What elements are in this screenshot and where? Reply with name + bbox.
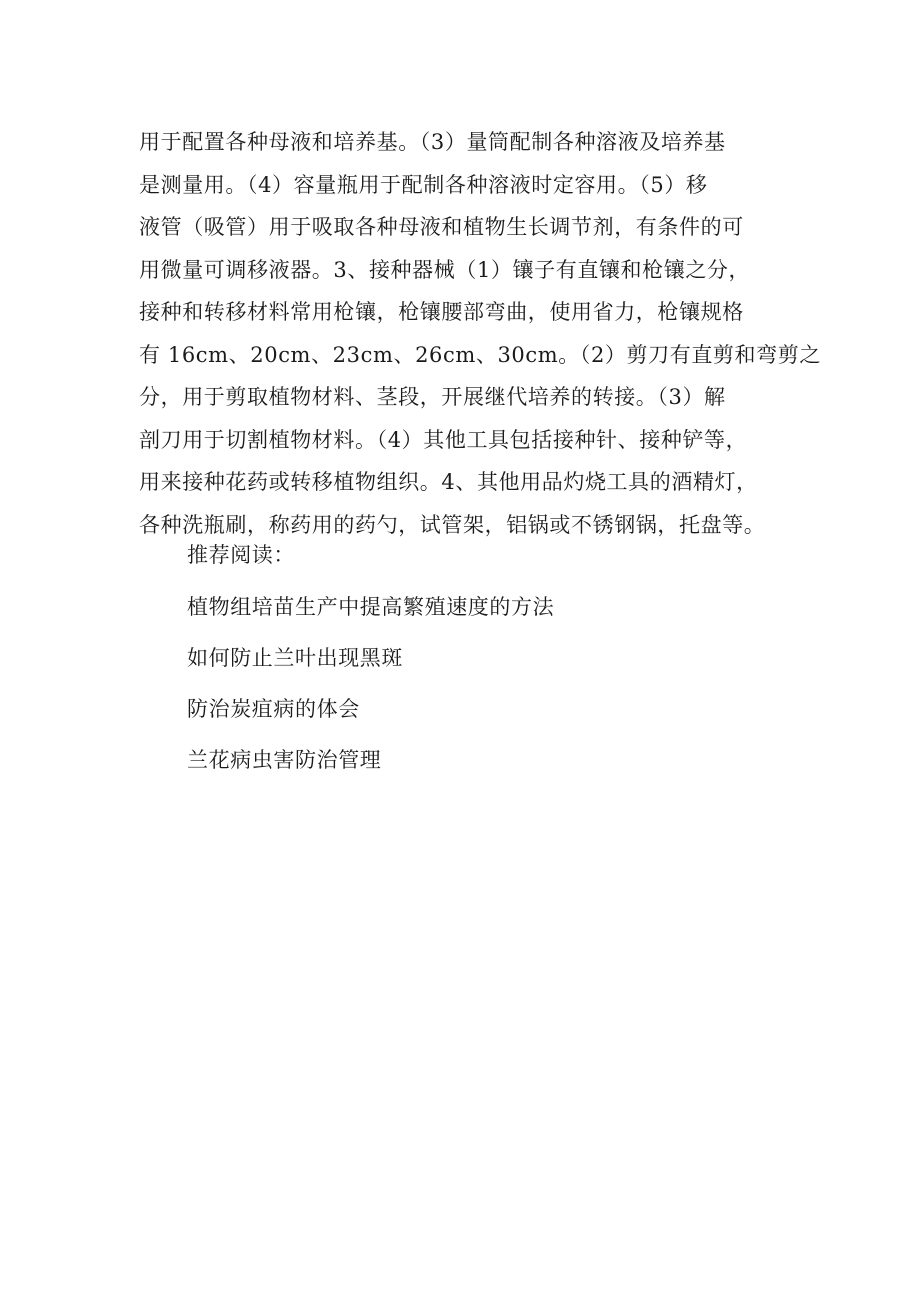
article-line: 是测量用。（4）容量瓶用于配制各种溶液时定容用。（5）移 <box>139 172 708 197</box>
article-line: 液管（吸管）用于吸取各种母液和植物生长调节剂，有条件的可 <box>139 215 744 239</box>
article-line: 有 16cm、20cm、23cm、26cm、30cm。（2）剪刀有直剪和弯剪之 <box>139 342 821 367</box>
article-line: 分，用于剪取植物材料、茎段，开展继代培养的转接。（3）解 <box>139 385 726 409</box>
recommended-link[interactable]: 植物组培苗生产中提高繁殖速度的方法 <box>187 595 555 619</box>
recommended-heading: 推荐阅读： <box>187 543 295 567</box>
article-line: 用于配置各种母液和培养基。（3）量筒配制各种溶液及培养基 <box>139 130 726 154</box>
recommended-link[interactable]: 防治炭疽病的体会 <box>187 697 360 721</box>
recommended-reading <box>187 535 787 789</box>
article-line: 剖刀用于切割植物材料。（4）其他工具包括接种针、接种铲等， <box>139 427 748 452</box>
recommended-link[interactable]: 如何防止兰叶出现黑斑 <box>187 646 403 670</box>
article-line: 接种和转移材料常用枪镶，枪镶腰部弯曲，使用省力，枪镶规格 <box>139 300 744 324</box>
recommended-link[interactable]: 兰花病虫害防治管理 <box>187 748 382 772</box>
article-line: 用微量可调移液器。3、接种器械（1）镶子有直镶和枪镶之分， <box>139 257 751 282</box>
article-line: 用来接种花药或转移植物组织。4、其他用品灼烧工具的酒精灯， <box>139 470 758 494</box>
article-body <box>139 121 821 546</box>
recommended-list <box>187 585 787 789</box>
article-line: 各种洗瓶刷，称药用的药勺，试管架，铝锅或不锈钢锅，托盘等。 <box>139 512 766 537</box>
